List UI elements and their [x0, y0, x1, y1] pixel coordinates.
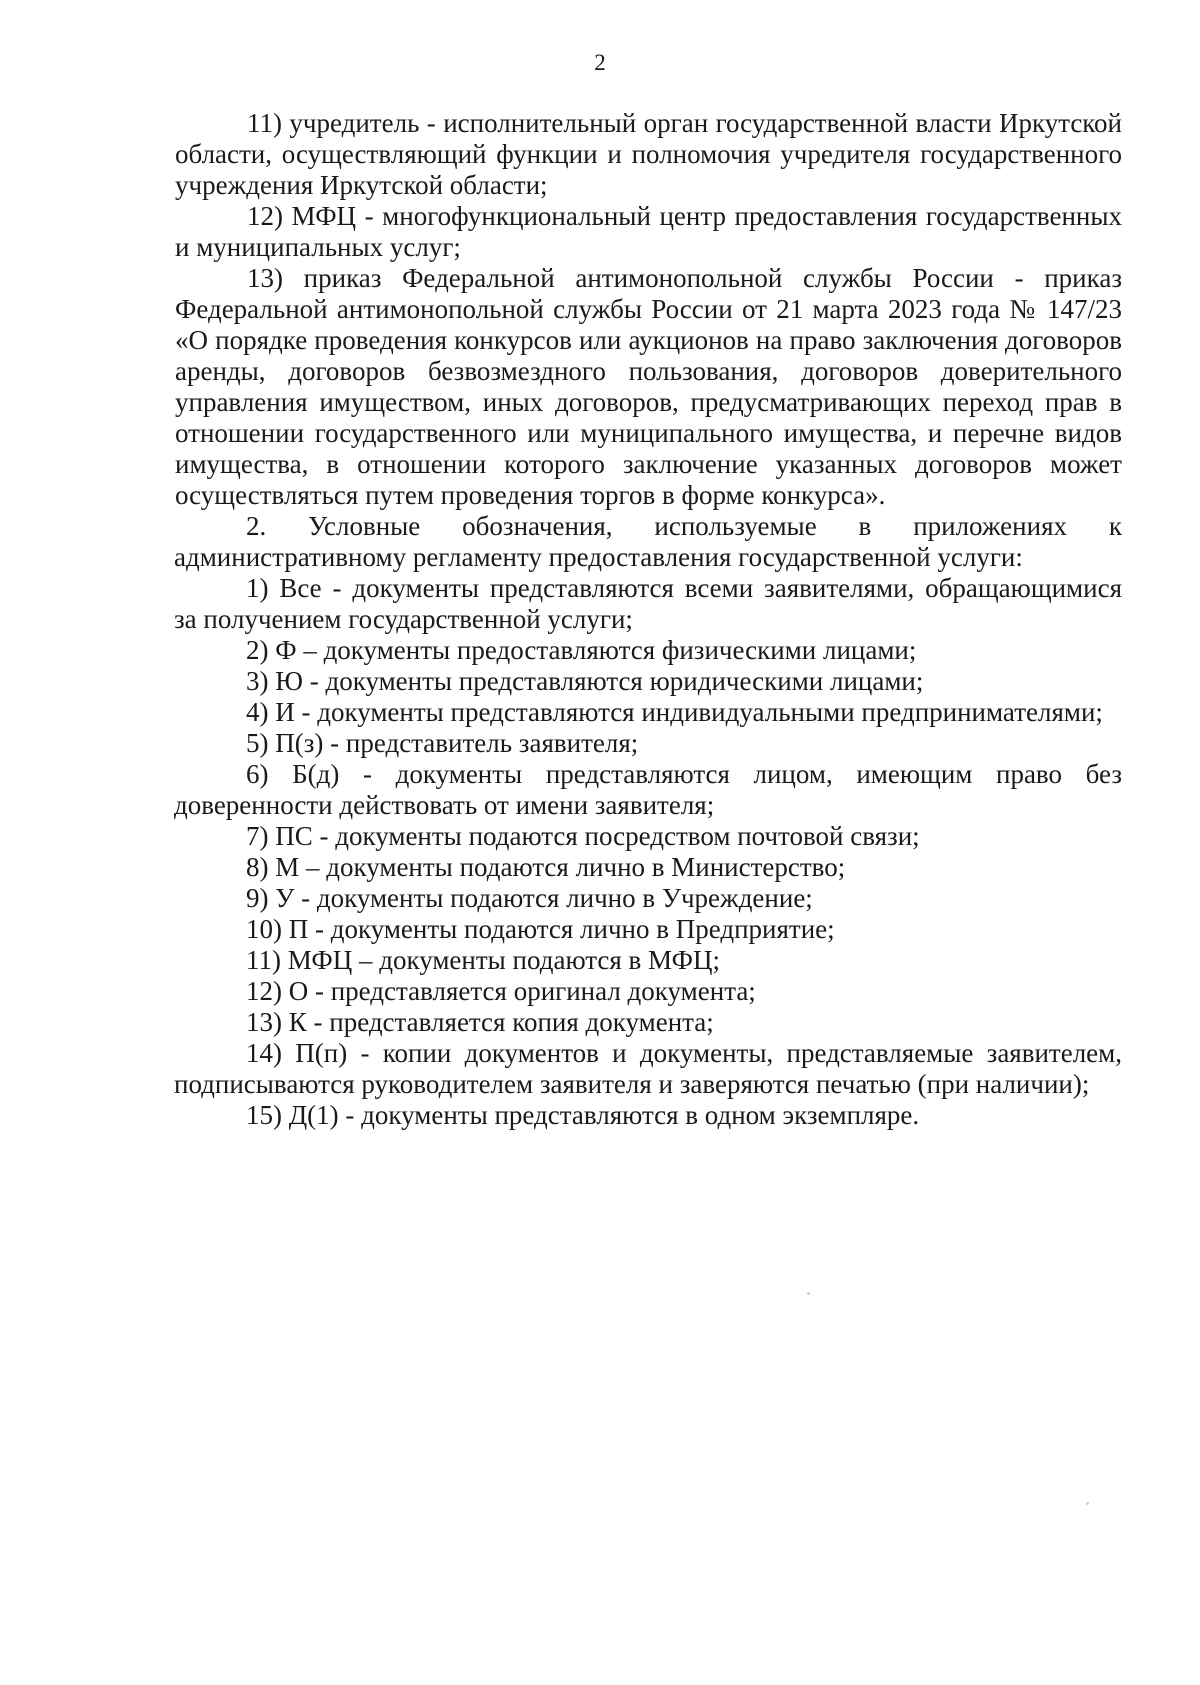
- page-number: 2: [594, 50, 606, 75]
- symbol-item-8: 8) М – документы подаются лично в Министерство;: [246, 852, 846, 882]
- scan-speck: [807, 1292, 810, 1295]
- definition-12-mfc: 12) МФЦ - многофункциональный центр предоставления государственных и муниципальных услуг;: [175, 201, 1122, 262]
- symbol-item-7: 7) ПС - документы подаются посредством почтовой связи;: [246, 821, 920, 851]
- symbol-item-10: 10) П - документы подаются лично в Предприятие;: [246, 914, 835, 944]
- symbol-item-1: 1) Все - документы представляются всеми заявителями, обращающимися за получением государственной услуги;: [174, 573, 1122, 634]
- symbol-item-5: 5) П(з) - представитель заявителя;: [246, 728, 639, 758]
- conventional-symbols-section: [174, 511, 1122, 1131]
- symbol-item-9: 9) У - документы подаются лично в Учреждение;: [246, 883, 813, 913]
- symbol-item-15: 15) Д(1) - документы представляются в одном экземпляре.: [246, 1100, 920, 1130]
- symbol-item-2: 2) Ф – документы предоставляются физическими лицами;: [246, 635, 917, 665]
- symbol-item-3: 3) Ю - документы представляются юридическими лицами;: [246, 666, 924, 696]
- definition-11-founder: 11) учредитель - исполнительный орган государственной власти Иркутской области, осуществляющий функции и полномочия учредителя государственного учреждения Иркутской области;: [175, 108, 1122, 200]
- scan-speck: [1086, 1502, 1089, 1505]
- symbol-item-14: 14) П(п) - копии документов и документы, представляемые заявителем, подписываются руководителем заявителя и заверяются печатью (при наличии);: [174, 1038, 1122, 1099]
- symbol-item-4: 4) И - документы представляются индивидуальными предпринимателями;: [246, 697, 1103, 727]
- symbol-item-11: 11) МФЦ – документы подаются в МФЦ;: [246, 945, 721, 975]
- document-body: [172, 108, 1122, 1131]
- symbol-item-6: 6) Б(д) - документы представляются лицом, имеющим право без доверенности действовать от имени заявителя;: [174, 759, 1122, 820]
- section-2-heading: 2. Условные обозначения, используемые в приложениях к административному регламенту предоставления государственной услуги:: [174, 511, 1122, 572]
- symbol-item-13: 13) К - представляется копия документа;: [246, 1007, 714, 1037]
- symbol-item-12: 12) О - представляется оригинал документа;: [246, 976, 756, 1006]
- definition-13-fas-order: 13) приказ Федеральной антимонопольной службы России - приказ Федеральной антимонопольной службы России от 21 марта 2023 года № 147/23 «О порядке проведения конкурсов или аукционов на право заключения договоров аренды, договоров безвозмездного пользования, договоров доверительного управления имуществом, иных договоров, предусматривающих переход прав в отношении государственного или муниципального имущества, и перечне видов имущества, в отношении которого заключение указанных договоров может осуществляться путем проведения торгов в форме конкурса».: [175, 263, 1122, 510]
